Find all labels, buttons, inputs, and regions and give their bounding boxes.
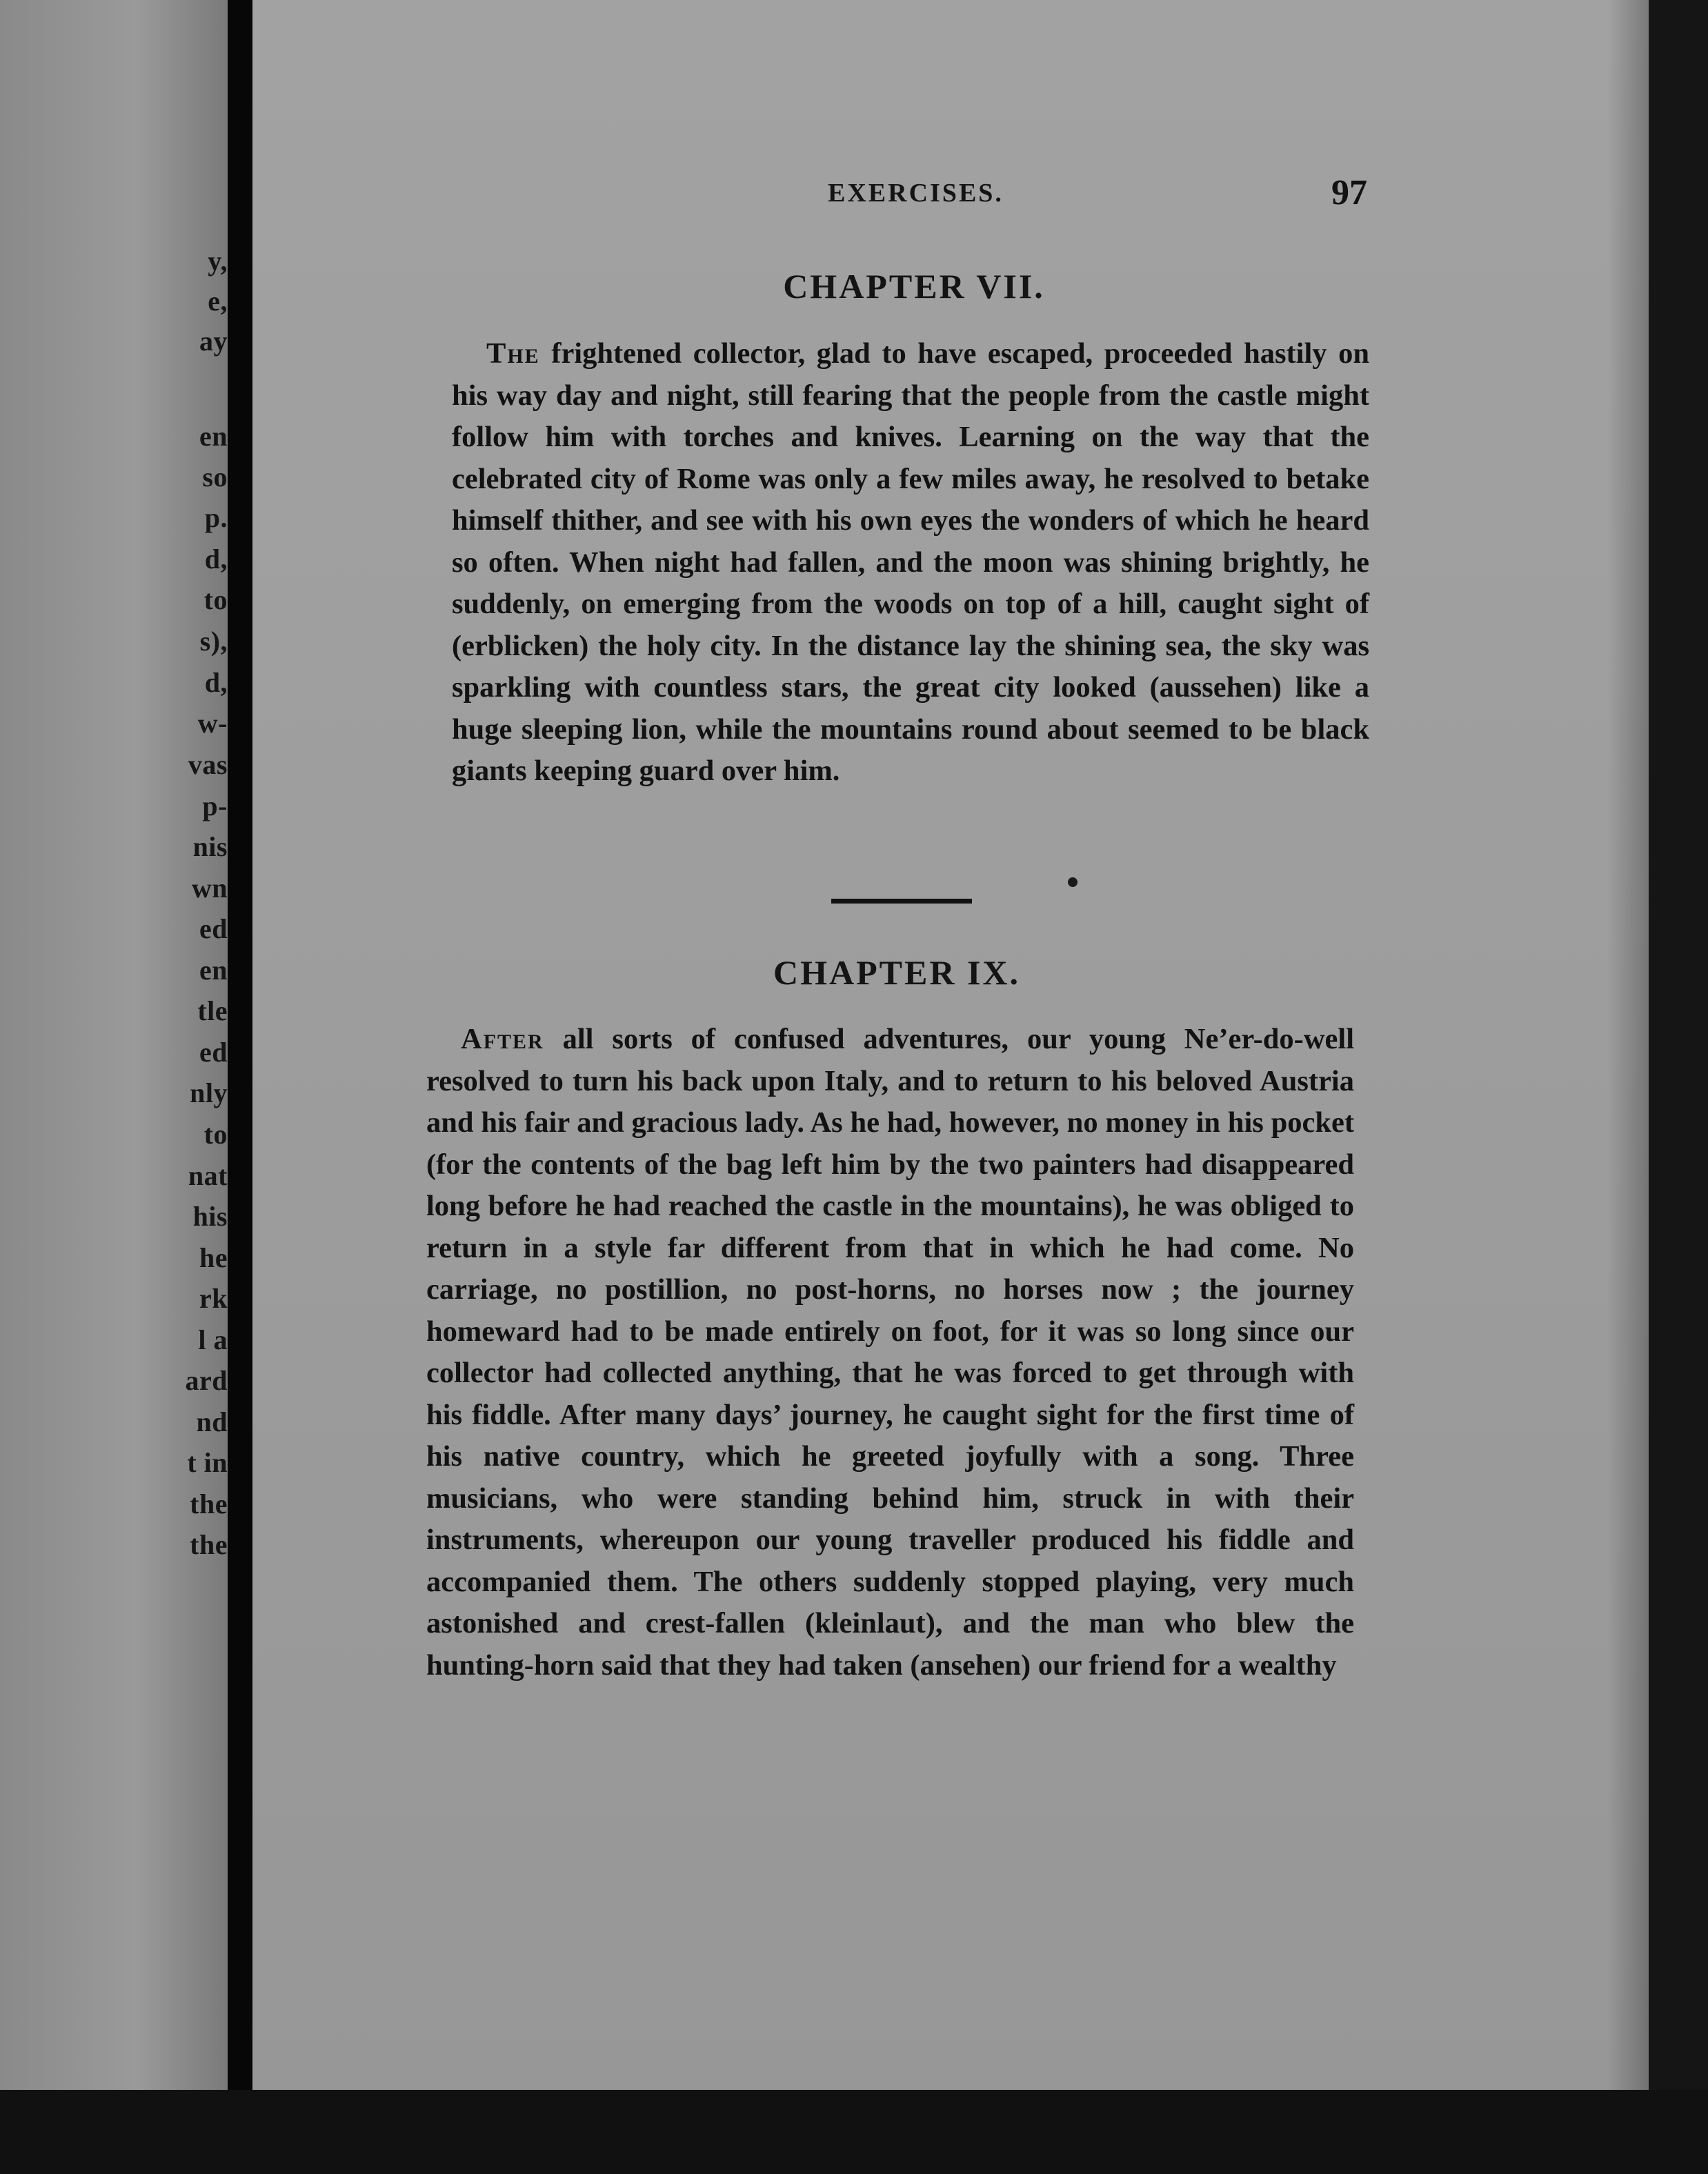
left-fragment: wn [191,872,228,904]
left-fragment: ay [199,326,228,357]
left-fragment: vas [188,749,228,780]
paragraph-lead: After [461,1023,544,1055]
left-fragment: the [190,1488,228,1519]
scan-right-edge [1649,0,1708,2174]
left-fragment: to [203,1119,228,1150]
left-fragment: l a [198,1324,228,1355]
left-fragment: p. [204,502,228,533]
left-fragment: d, [204,544,228,575]
left-fragment: en [199,421,228,452]
left-fragment: tle [197,995,228,1026]
left-fragment: ed [199,1037,228,1068]
left-fragment: y, [208,246,228,277]
left-fragment: the [190,1529,228,1560]
left-fragment: his [192,1201,228,1232]
chapter-title: CHAPTER IX. [773,953,1021,992]
ink-speck [1068,877,1078,887]
left-fragment: nd [196,1406,228,1437]
left-page-edge [0,0,228,2090]
left-fragment: nis [192,831,228,862]
chapter-title: CHAPTER VII. [783,267,1045,306]
left-fragment: e, [208,286,228,317]
left-fragment: ard [185,1365,228,1396]
page-number: 97 [1331,173,1367,212]
paragraph-text: frightened collector, glad to have escaped, proceeded hastily on his way day and night, still fearing that the people from the castle might follow him with torches and knives. Learning on the way that the celebrated city of Rome was only a few miles away, he resolved to betake himself thither, and see with his own eyes the wonders of which he heard so often. When night had fallen, and the moon was shining brightly, he suddenly, on emerging from the woods on top of a hill, caught sight of (erblicken) the holy city. In the distance lay the shining sea, the sky was sparkling with countless stars, the great city looked (aussehen) like a huge sleeping lion, while the mountains round about seemed to be black giants keeping guard over him. [452,337,1369,787]
paragraph-text: all sorts of confused adventures, our young Ne’er-do-well resolved to turn his back upon Italy, and to return to his beloved Austria and his fair and gracious lady. As he had, however, no money in his pocket (for the contents of the bag left him by the two painters had disappeared long before he had reached the castle in the mountains), he was obliged to return in a style far different from that in which he had come. No carriage, no postillion, no post-horns, no horses now ; the journey homeward had to be made entirely on foot, for it was so long since our collector had collected anything, that he was forced to get through with his fiddle. After many days’ journey, he caught sight for the first time of his native country, which he greeted joyfully with a song. Three musicians, who were standing behind him, struck in with their instruments, whereupon our young traveller produced his fiddle and accompanied them. The others suddenly stopped playing, very much astonished and crest-fallen (kleinlaut), and the man who blew the hunting-horn said that they had taken (ansehen) our friend for a wealthy [426,1023,1354,1682]
left-fragment: nly [190,1077,228,1108]
left-fragment: t in [187,1447,228,1478]
left-fragment: ed [199,913,228,944]
left-fragment: nat [188,1160,228,1191]
left-fragment: s), [199,626,228,657]
paragraph-lead: The [486,337,540,370]
section-divider [831,899,972,904]
left-fragment: en [199,955,228,986]
left-fragment: he [199,1242,228,1273]
running-head: EXERCISES. [828,179,1004,208]
left-fragment: to [203,584,228,615]
left-fragment: d, [204,667,228,698]
left-fragment: w- [197,708,228,739]
book-gutter [228,0,252,2174]
chapter-paragraph [452,333,1369,792]
left-fragment: so [202,461,228,492]
chapter-paragraph [426,1019,1354,1686]
left-fragment: rk [199,1283,228,1314]
scan-bottom-edge [0,2090,1708,2174]
left-fragment: p- [202,790,228,821]
